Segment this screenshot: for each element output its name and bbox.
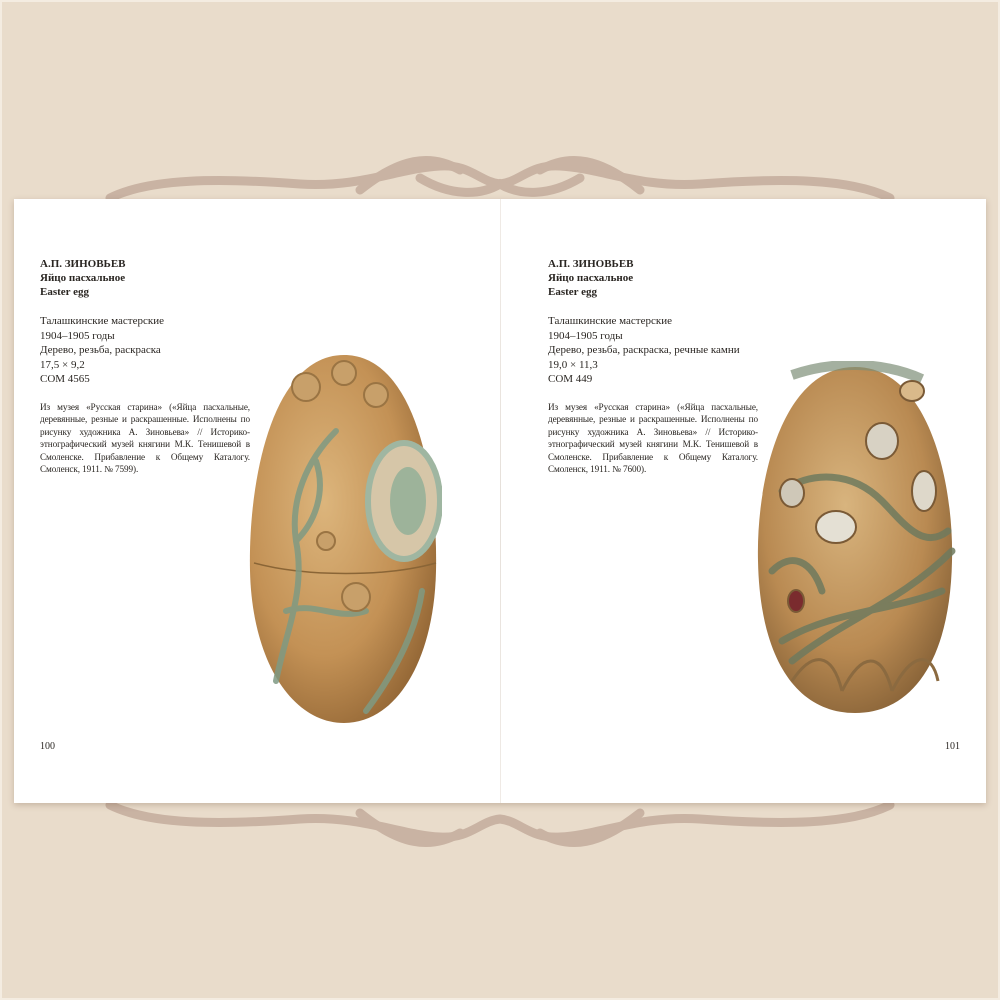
page-number-left: 100 (40, 741, 55, 752)
provenance-note: Из музея «Русская старина» («Яйца пасхальные, деревянные, резные и раскрашенные. Исполнены по рисунку художника А. Зиновьева» // Историко-этнографический музей княгини М.К. Тенишевой в Смоленске. Прибавление к Общему Каталогу. Смоленск, 1911. № 7600). (548, 401, 758, 475)
materials: Дерево, резьба, раскраска, речные камни (548, 344, 740, 356)
catalog-entry-left (40, 257, 250, 476)
page-number-right: 101 (945, 741, 960, 752)
inventory-number: СОМ 449 (548, 373, 593, 385)
provenance-note: Из музея «Русская старина» («Яйца пасхальные, деревянные, резные и раскрашенные. Исполнены по рисунку художника А. Зиновьева» // Историко-этнографический музей княгини М.К. Тенишевой в Смоленске. Прибавление к Общему Каталогу. Смоленск, 1911. № 7599). (40, 401, 250, 475)
title-russian: Яйцо пасхальное (548, 272, 634, 284)
workshop: Талашкинские мастерские (548, 315, 672, 327)
book-spread (14, 199, 986, 803)
dimensions: 17,5 × 9,2 (40, 358, 85, 371)
years: 1904–1905 годы (548, 329, 623, 342)
easter-egg-image-left (246, 351, 442, 727)
easter-egg-image-right (752, 361, 958, 719)
object-details (40, 314, 250, 387)
inventory-number: СОМ 4565 (40, 373, 90, 385)
dimensions: 19,0 × 11,3 (548, 358, 598, 371)
title-english: Easter egg (40, 286, 89, 298)
title-russian: Яйцо пасхальное (40, 272, 126, 284)
right-page (501, 199, 986, 803)
years: 1904–1905 годы (40, 329, 115, 342)
workshop: Талашкинские мастерские (40, 315, 164, 327)
bottom-ornament (0, 795, 1000, 855)
catalog-entry-right (548, 257, 758, 476)
author-name: А.П. ЗИНОВЬЕВ (548, 258, 634, 270)
materials: Дерево, резьба, раскраска (40, 344, 161, 356)
title-english: Easter egg (548, 286, 597, 298)
left-page (14, 199, 500, 803)
object-details (548, 314, 758, 387)
author-name: А.П. ЗИНОВЬЕВ (40, 258, 126, 270)
